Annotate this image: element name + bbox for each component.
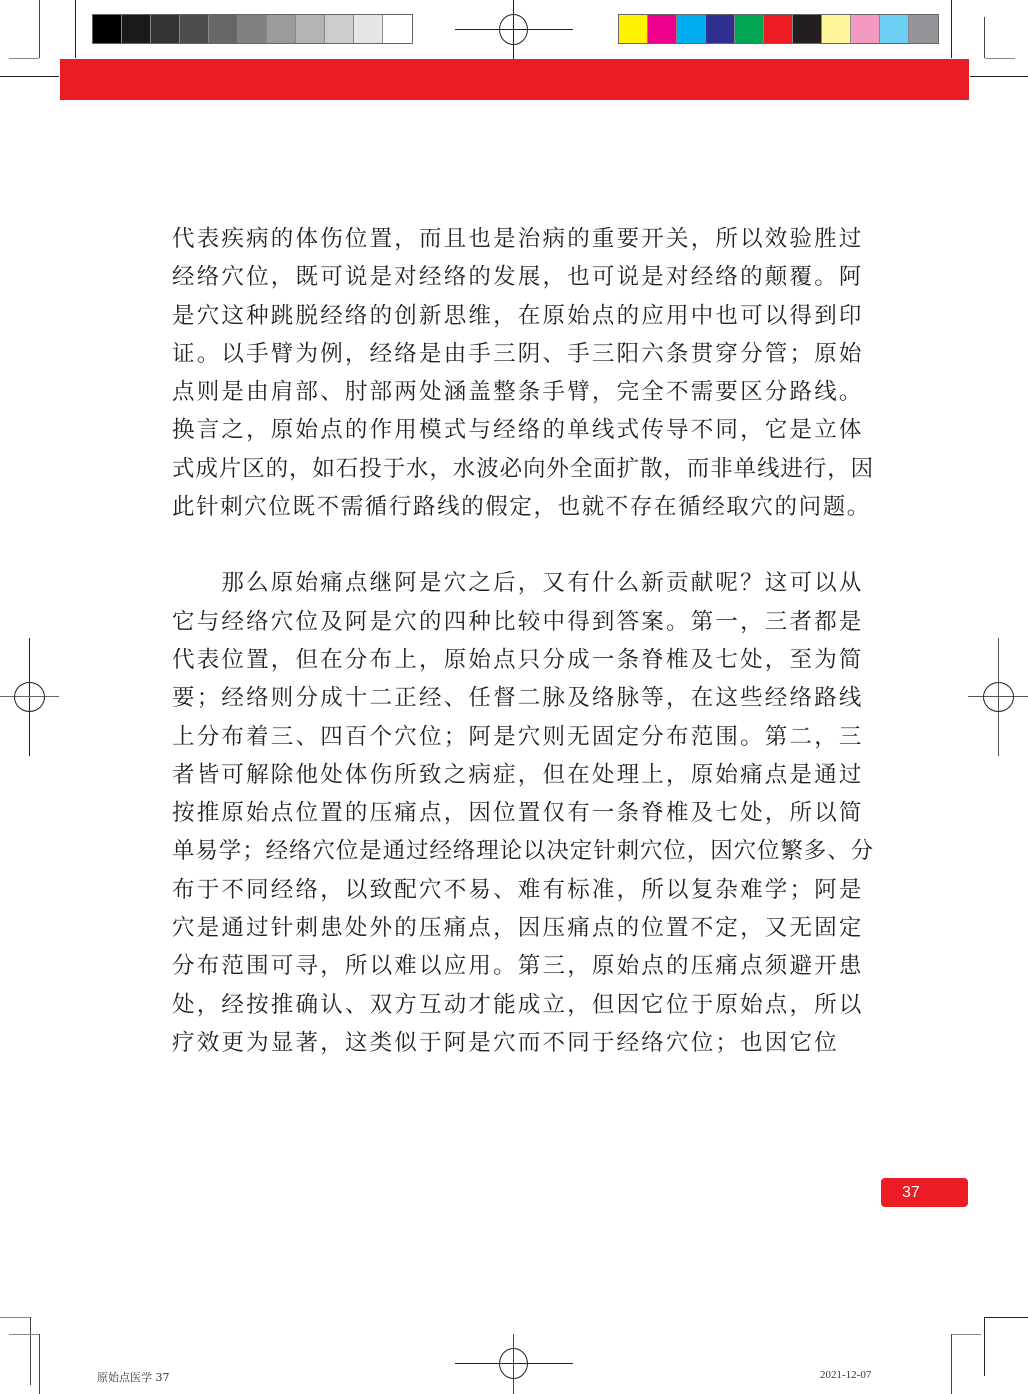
registration-mark-right — [968, 638, 1028, 756]
crop-mark-top-left-horizontal-2 — [9, 58, 39, 59]
text-line: 穴是通过针刺患处外的压痛点，因压痛点的位置不定，又无固定 — [172, 915, 864, 942]
text-line: 分布范围可寻，所以难以应用。第三，原始点的压痛点须避开患 — [172, 953, 864, 980]
gray-swatch — [296, 15, 325, 43]
footer-file-label: 原始点医学 37 — [97, 1371, 170, 1384]
crop-mark-top-right-horizontal — [985, 58, 1015, 59]
footer-date: 2021-12-07 — [820, 1369, 872, 1381]
text-line: 布于不同经络，以致配穴不易、难有标准，所以复杂难学；阿是 — [172, 876, 864, 903]
crop-mark-top-left-inner — [39, 0, 40, 58]
color-swatch-light-yellow — [822, 15, 851, 43]
crop-mark-bottom-left-horizontal — [0, 1317, 30, 1318]
color-calibration-strip — [618, 14, 939, 44]
paragraph-2 — [172, 564, 875, 1062]
crop-mark-bottom-left-inner — [39, 1334, 40, 1394]
gray-swatch — [238, 15, 267, 43]
color-swatch-cyan — [677, 15, 706, 43]
color-swatch-yellow — [619, 15, 648, 43]
crop-mark-bottom-left-horizontal-2 — [9, 1334, 39, 1335]
gray-swatch — [151, 15, 180, 43]
text-line: 换言之，原始点的作用模式与经络的单线式传导不同，它是立体 — [172, 417, 864, 444]
color-swatch-black — [793, 15, 822, 43]
gray-swatch — [354, 15, 383, 43]
text-line: 代表疾病的体伤位置，而且也是治病的重要开关，所以效验胜过 — [172, 226, 864, 252]
grayscale-calibration-strip — [92, 14, 413, 44]
gray-swatch — [267, 15, 296, 43]
text-line: 证。以手臂为例，经络是由手三阴、手三阳六条贯穿分管；原始 — [172, 340, 864, 367]
text-line: 处，经按推确认、双方互动才能成立，但因它位于原始点，所以 — [172, 991, 864, 1018]
gray-swatch — [93, 15, 122, 43]
header-band — [60, 59, 969, 100]
crop-mark-bottom-right-horizontal — [984, 1317, 1028, 1318]
text-line: 是穴这种跳脱经络的创新思维，在原始点的应用中也可以得到印 — [172, 302, 864, 329]
gray-swatch — [180, 15, 209, 43]
gray-swatch — [209, 15, 238, 43]
crop-mark-bottom-right-vertical — [984, 1317, 985, 1376]
crop-mark-bottom-right-horizontal-2 — [951, 1334, 981, 1335]
color-swatch-green — [735, 15, 764, 43]
text-line: 点则是由肩部、肘部两处涵盖整条手臂，完全不需要区分路线。 — [172, 379, 864, 406]
color-swatch-blue — [706, 15, 735, 43]
registration-mark-bottom — [455, 1334, 573, 1394]
page-number: 37 — [902, 1184, 920, 1201]
crop-mark-bottom-left-vertical — [30, 1317, 31, 1385]
paragraph-1 — [172, 220, 875, 526]
text-line: 者皆可解除他处体伤所致之病症，但在处理上，原始痛点是通过 — [172, 761, 864, 788]
page-number-badge — [881, 1178, 968, 1207]
color-swatch-red — [764, 15, 793, 43]
crop-mark-top-left-vertical — [75, 0, 76, 58]
text-line: 要；经络则分成十二正经、任督二脉及络脉等，在这些经络路线 — [172, 685, 864, 712]
crop-mark-top-right-vertical — [951, 0, 952, 58]
crop-mark-bottom-right-inner — [951, 1334, 952, 1394]
text-line: 经络穴位，既可说是对经络的发展，也可说是对经络的颠覆。阿 — [172, 264, 864, 291]
article-body — [172, 220, 875, 1062]
color-swatch-magenta — [648, 15, 677, 43]
text-line: 那么原始痛点继阿是穴之后，又有什么新贡献呢？这可以从 — [172, 570, 864, 597]
text-line: 此针刺穴位既不需循行路线的假定，也就不存在循经取穴的问题。 — [172, 494, 871, 521]
text-line: 它与经络穴位及阿是穴的四种比较中得到答案。第一，三者都是 — [172, 608, 864, 635]
text-line: 按推原始点位置的压痛点，因位置仅有一条脊椎及七处，所以简 — [172, 800, 864, 827]
text-line: 疗效更为显著，这类似于阿是穴而不同于经络穴位；也因它位 — [172, 1029, 839, 1056]
color-swatch-light-cyan — [880, 15, 909, 43]
text-line: 式成片区的，如石投于水，水波必向外全面扩散，而非单线进行，因 — [172, 455, 875, 482]
crop-mark-top-left-horizontal — [0, 76, 59, 77]
color-swatch-gray — [909, 15, 938, 43]
registration-mark-top — [455, 0, 573, 60]
crop-mark-top-right-inner — [984, 17, 985, 58]
color-swatch-pink — [851, 15, 880, 43]
gray-swatch — [122, 15, 151, 43]
text-line: 上分布着三、四百个穴位；阿是穴则无固定分布范围。第二，三 — [172, 723, 864, 750]
text-line: 代表位置，但在分布上，原始点只分成一条脊椎及七处，至为简 — [172, 646, 864, 673]
gray-swatch — [383, 15, 412, 43]
crop-mark-top-right-horizontal-2 — [970, 76, 1028, 77]
gray-swatch — [325, 15, 354, 43]
text-line: 单易学；经络穴位是通过经络理论以决定针刺穴位，因穴位繁多、分 — [172, 838, 875, 865]
registration-mark-left — [0, 638, 60, 756]
